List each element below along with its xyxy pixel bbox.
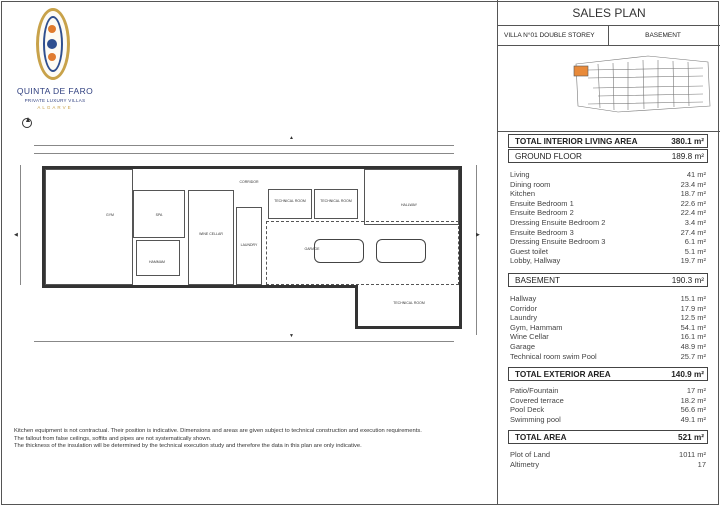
site-map — [498, 46, 720, 132]
area-row — [510, 247, 706, 256]
basement-box — [508, 273, 708, 287]
area-row — [510, 386, 706, 395]
dimension-line — [476, 165, 477, 335]
car-icon — [314, 239, 364, 263]
brand-logo — [12, 6, 98, 116]
area-row-label: Living — [510, 170, 530, 179]
room-gym — [45, 169, 133, 285]
area-row-value: 54.1 m² — [680, 322, 706, 332]
dimension-line — [34, 153, 454, 154]
area-row-label: Dressing Ensuite Bedroom 3 — [510, 237, 606, 247]
area-row — [510, 218, 706, 227]
area-row-label: Altimetry — [510, 459, 540, 469]
area-row-label: Lobby, Hallway — [510, 256, 561, 266]
area-row-value: 18.2 m² — [680, 395, 706, 405]
room-label: LAUNDRY — [240, 243, 258, 247]
area-row-value: 27.4 m² — [680, 227, 706, 237]
area-row-value: 56.6 m² — [680, 405, 706, 415]
area-row-label: Laundry — [510, 313, 538, 323]
area-row — [510, 415, 706, 424]
area-row-value: 18.7 m² — [680, 189, 706, 199]
room-hallway — [364, 169, 459, 225]
room-hammam — [136, 240, 180, 276]
room-technical-2 — [314, 189, 358, 219]
villa-name: VILLA N°01 DOUBLE STOREY — [504, 32, 595, 39]
total-exterior-label: TOTAL EXTERIOR AREA — [515, 370, 611, 379]
area-row-label: Covered terrace — [510, 395, 564, 405]
area-row — [510, 342, 706, 351]
area-row-label: Patio/Fountain — [510, 386, 559, 395]
area-row-value: 17.9 m² — [680, 303, 706, 313]
area-row — [510, 332, 706, 341]
area-row-value: 49.1 m² — [680, 414, 706, 424]
area-row-value: 6.1 m² — [684, 237, 706, 247]
total-area-label: TOTAL AREA — [515, 433, 567, 442]
brand-name: QUINTA DE FARO — [16, 86, 94, 96]
sales-panel — [497, 0, 719, 504]
area-row-label: Dining room — [510, 179, 551, 189]
basement-value: 190.3 m² — [671, 276, 704, 285]
room-wine-cellar — [188, 190, 234, 285]
room-technical — [268, 189, 312, 219]
area-row-label: Plot of Land — [510, 450, 551, 459]
dimension-line — [20, 165, 21, 285]
total-exterior-value: 140.9 m² — [671, 370, 704, 379]
note-line: Kitchen equipment is not contractual. Their position is indicative. Dimensions and areas are given subject to technical construction and execution requirements. — [14, 428, 422, 434]
area-row-label: Guest toilet — [510, 246, 548, 256]
area-row-label: Gym, Hammam — [510, 322, 563, 332]
total-area-box — [508, 430, 708, 444]
room-label: HAMMAM — [149, 260, 165, 264]
dimension-line — [34, 145, 454, 146]
area-row — [510, 208, 706, 217]
brand-tagline: PRIVATE LUXURY VILLAS — [24, 98, 86, 103]
total-interior-box — [508, 134, 708, 148]
note-line: The thickness of the insulation will be determined by the technical execution study and therefore the data in this plan are only indicative. — [14, 443, 362, 450]
brand-location: ALGARVE — [37, 105, 73, 110]
area-row-label: Ensuite Bedroom 1 — [510, 198, 574, 208]
area-row — [510, 396, 706, 405]
area-row-value: 16.1 m² — [680, 332, 706, 342]
room-label: TECHNICAL ROOM — [393, 301, 425, 305]
total-interior-label: TOTAL INTERIOR LIVING AREA — [515, 137, 638, 146]
area-row — [510, 256, 706, 265]
logo-emblem — [36, 8, 70, 80]
area-row-value: 19.7 m² — [680, 256, 706, 266]
room-label: GYM — [106, 213, 114, 217]
area-row — [510, 450, 706, 459]
area-row-label: Garage — [510, 342, 536, 351]
area-row-label: Technical room swim Pool — [510, 351, 597, 361]
north-arrow-icon — [22, 118, 32, 128]
page-title: SALES PLAN — [498, 0, 720, 26]
car-icon — [376, 239, 426, 263]
plan-subheader — [498, 26, 720, 46]
basement-label: BASEMENT — [515, 276, 561, 285]
ground-floor-box — [508, 149, 708, 163]
area-row-value: 12.5 m² — [680, 313, 706, 323]
ground-floor-label: GROUND FLOOR — [515, 152, 582, 161]
total-exterior-box — [508, 367, 708, 381]
area-row-value: 22.6 m² — [680, 198, 706, 208]
room-label: TECHNICAL ROOM — [274, 199, 306, 203]
dimension-line — [34, 341, 454, 342]
room-label: SPA — [155, 213, 163, 217]
area-row-label: Wine Cellar — [510, 332, 549, 342]
area-row — [510, 313, 706, 322]
area-row-value: 41 m² — [686, 170, 706, 179]
area-row-value: 3.4 m² — [684, 218, 706, 227]
disclaimer-notes — [14, 428, 489, 451]
room-label: TECHNICAL ROOM — [320, 199, 352, 203]
area-row-value: 25.7 m² — [680, 351, 706, 361]
area-row — [510, 199, 706, 208]
area-row-label: Ensuite Bedroom 2 — [510, 208, 574, 218]
ground-floor-value: 189.8 m² — [671, 152, 704, 161]
area-row-value: 1011 m² — [679, 450, 706, 459]
area-row — [510, 170, 706, 179]
area-row — [510, 304, 706, 313]
villa-highlight — [574, 66, 588, 76]
area-row — [510, 460, 706, 469]
area-row — [510, 352, 706, 361]
area-row-value: 17 m² — [686, 386, 706, 395]
area-row-value: 48.9 m² — [680, 342, 706, 351]
area-row-label: Corridor — [510, 303, 538, 313]
room-label: CORRIDOR — [239, 180, 259, 184]
area-row-label: Ensuite Bedroom 3 — [510, 227, 574, 237]
area-row — [510, 180, 706, 189]
section-marker: ▲ — [289, 135, 294, 141]
section-marker: ▶ — [476, 232, 480, 238]
area-row — [510, 189, 706, 198]
floor-plan — [14, 135, 484, 345]
level-name: BASEMENT — [645, 32, 681, 39]
room-label: WINE CELLAR — [199, 232, 223, 236]
area-row — [510, 405, 706, 414]
room-label: GARAGE — [304, 247, 320, 251]
room-label: HALLWAY — [400, 203, 418, 207]
total-interior-value: 380.1 m² — [671, 137, 704, 146]
area-row — [510, 237, 706, 246]
site-map-drawing — [498, 46, 720, 132]
area-row-value: 23.4 m² — [680, 179, 706, 189]
section-marker: ▼ — [289, 333, 294, 339]
area-row-value: 17 — [697, 459, 706, 469]
area-row-label: Kitchen — [510, 189, 536, 199]
area-row — [510, 228, 706, 237]
technical-room-wall — [355, 285, 462, 329]
area-row-value: 5.1 m² — [684, 246, 706, 256]
section-marker: ◀ — [14, 232, 18, 238]
area-row-label: Pool Deck — [510, 405, 545, 415]
area-row-label: Hallway — [510, 294, 537, 303]
total-area-value: 521 m² — [678, 433, 704, 442]
note-line: The fallout from false ceilings, soffits and pipes are not systematically shown. — [14, 435, 212, 442]
area-row-label: Dressing Ensuite Bedroom 2 — [510, 218, 606, 227]
area-row — [510, 323, 706, 332]
area-row-value: 15.1 m² — [680, 294, 706, 303]
area-row-value: 22.4 m² — [680, 208, 706, 218]
area-row — [510, 294, 706, 303]
area-row-label: Swimming pool — [510, 414, 561, 424]
